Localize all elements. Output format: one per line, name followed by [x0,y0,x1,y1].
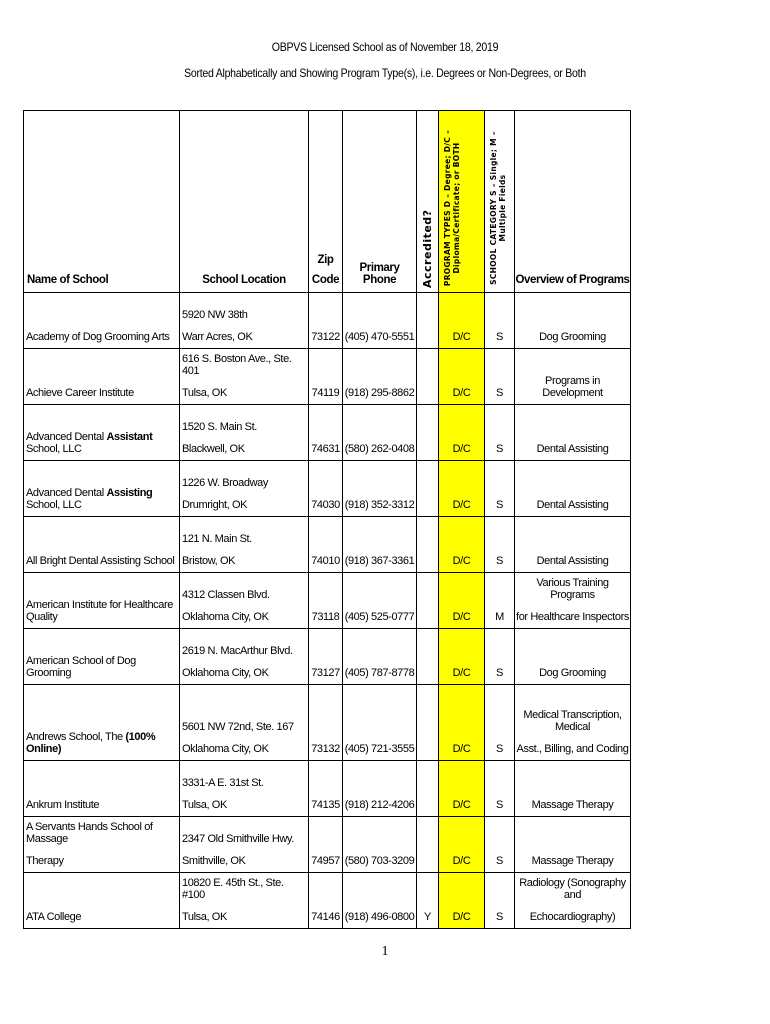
zip-cell: 73132 [309,685,343,761]
accredited-cell [417,629,439,685]
address-line: 1520 S. Main St. [182,421,257,433]
school-name-part: Therapy [26,855,64,867]
program-type-cell: D/C [439,405,485,461]
phone-cell: (405) 721-3555 [343,685,417,761]
city-line: Tulsa, OK [182,911,227,923]
address-line: 2619 N. MacArthur Blvd. [182,645,293,657]
table-header-row [24,111,631,293]
accredited-cell [417,817,439,873]
location-cell [180,461,309,517]
accredited-cell: Y [417,873,439,929]
overview-cell [515,685,631,761]
school-name-part: American Institute for Healthcare Quality [26,599,173,623]
table-row [24,405,631,461]
school-name-cell [24,517,180,573]
location-cell [180,873,309,929]
city-line: Drumright, OK [182,499,248,511]
overview-line2: Echocardiography) [529,911,616,923]
overview-cell [515,873,631,929]
accredited-cell [417,517,439,573]
school-name-part: All Bright Dental Assisting School [26,555,175,567]
address-line: 5601 NW 72nd, Ste. 167 [182,721,294,733]
zip-cell: 74135 [309,761,343,817]
zip-cell: 73118 [309,573,343,629]
city-line: Tulsa, OK [182,387,227,399]
zip-cell: 74631 [309,405,343,461]
phone-cell: (918) 295-8862 [343,349,417,405]
document-title: OBPVS Licensed School as of November 18, 2019 [271,40,499,54]
school-name-cell [24,349,180,405]
zip-cell: 74010 [309,517,343,573]
phone-cell: (405) 787-8778 [343,629,417,685]
col-program-types-label: PROGRAM TYPES D – Degree; D/C – Diploma/Certificate; or BOTH [443,129,461,287]
overview-line2: Massage Therapy [531,855,614,867]
col-zip-header-line2: Code [311,274,340,286]
school-name-part: Achieve Career Institute [26,387,134,399]
phone-cell: (405) 525-0777 [343,573,417,629]
school-name-bold: (100% Online) [26,731,156,755]
address-line: 3331-A E. 31st St. [182,777,264,789]
city-line: Tulsa, OK [182,799,227,811]
school-name-cell [24,293,180,349]
address-line: 121 N. Main St. [182,533,252,545]
location-cell [180,685,309,761]
table-row [24,629,631,685]
overview-line2: Dental Assisting [536,555,609,567]
location-cell [180,517,309,573]
school-name-cell [24,405,180,461]
zip-cell: 74957 [309,817,343,873]
school-category-cell: S [485,629,515,685]
school-name-cell [24,629,180,685]
phone-cell: (918) 212-4206 [343,761,417,817]
school-name-part: Andrews School, The [26,731,126,743]
table-row [24,293,631,349]
school-name-part: Advanced Dental [26,431,107,443]
col-overview-header: Overview of Programs [515,111,631,293]
table-row [24,517,631,573]
school-category-cell: S [485,761,515,817]
program-type-cell: D/C [439,817,485,873]
col-accredited-label: Accredited? [421,209,434,288]
city-line: Smithville, OK [182,855,246,867]
city-line: Warr Acres, OK [182,331,253,343]
overview-cell [515,461,631,517]
overview-line2: Massage Therapy [531,799,614,811]
overview-cell [515,517,631,573]
document-subtitle: Sorted Alphabetically and Showing Program Type(s), i.e. Degrees or Non-Degrees, or Both [184,66,586,80]
schools-table [23,110,631,929]
overview-line2: Programs in Development [542,375,603,399]
zip-cell: 73122 [309,293,343,349]
overview-cell [515,817,631,873]
school-name-cell [24,761,180,817]
school-name-cell [24,873,180,929]
school-name-bold: Assistant [106,431,153,443]
school-category-cell: S [485,293,515,349]
school-name-part: Advanced Dental [26,487,107,499]
school-category-cell: S [485,685,515,761]
school-category-cell: S [485,817,515,873]
overview-cell [515,293,631,349]
phone-cell: (405) 470-5551 [343,293,417,349]
table-row [24,685,631,761]
address-line: 10820 E. 45th St., Ste. #100 [182,877,284,901]
overview-line2: Asst., Billing, and Coding [516,743,629,755]
program-type-cell: D/C [439,629,485,685]
table-row [24,349,631,405]
city-line: Oklahoma City, OK [182,611,269,623]
city-line: Bristow, OK [182,555,236,567]
school-name-cell [24,461,180,517]
page-number: 1 [381,944,389,959]
overview-cell [515,629,631,685]
zip-cell: 74146 [309,873,343,929]
overview-cell [515,405,631,461]
accredited-cell [417,761,439,817]
col-zip-header-line1: Zip [317,254,334,266]
overview-cell [515,349,631,405]
table-row [24,461,631,517]
city-line: Oklahoma City, OK [182,743,269,755]
school-name-bold: Assisting [106,487,153,499]
accredited-cell [417,293,439,349]
location-cell [180,761,309,817]
address-line: 616 S. Boston Ave., Ste. 401 [182,353,292,377]
col-location-header: School Location [180,111,309,293]
school-category-cell: S [485,349,515,405]
location-cell [180,405,309,461]
program-type-cell: D/C [439,573,485,629]
overview-cell [515,761,631,817]
table-row [24,817,631,873]
location-cell [180,293,309,349]
program-type-cell: D/C [439,461,485,517]
program-type-cell: D/C [439,517,485,573]
location-cell [180,349,309,405]
overview-line2: Dog Grooming [539,331,606,343]
location-cell [180,629,309,685]
col-zip-header [309,111,343,293]
accredited-cell [417,349,439,405]
col-program-types-header [439,111,485,293]
accredited-cell [417,573,439,629]
school-name-cell [24,817,180,873]
city-line: Blackwell, OK [182,443,245,455]
overview-line1: Medical Transcription, Medical [523,709,622,733]
school-name-part: ATA College [26,911,82,923]
overview-line2: Dog Grooming [539,667,606,679]
program-type-cell: D/C [439,349,485,405]
city-line: Oklahoma City, OK [182,667,269,679]
accredited-cell [417,685,439,761]
school-name-part: Ankrum Institute [26,799,100,811]
phone-cell: (918) 352-3312 [343,461,417,517]
school-name-cell [24,685,180,761]
zip-cell: 74119 [309,349,343,405]
address-line: 1226 W. Broadway [182,477,268,489]
phone-cell: (918) 496-0800 [343,873,417,929]
col-school-category-label: SCHOOL CATEGORY S – Single; M – Multiple Fields [489,131,507,285]
phone-cell: (580) 262-0408 [343,405,417,461]
location-cell [180,573,309,629]
accredited-cell [417,461,439,517]
location-cell [180,817,309,873]
program-type-cell: D/C [439,873,485,929]
phone-cell: (580) 703-3209 [343,817,417,873]
table-row [24,761,631,817]
school-category-cell: M [485,573,515,629]
overview-cell [515,573,631,629]
school-name-part: School, LLC [26,499,82,511]
address-line: 2347 Old Smithville Hwy. [182,833,294,845]
address-line: 4312 Classen Blvd. [182,589,270,601]
address-line: 5920 NW 38th [182,309,248,321]
col-phone-header: Primary Phone [343,111,417,293]
phone-cell: (918) 367-3361 [343,517,417,573]
table-row [24,873,631,929]
school-category-cell: S [485,461,515,517]
school-category-cell: S [485,405,515,461]
school-name-part: School, LLC [26,443,82,455]
col-name-header: Name of School [24,111,180,293]
overview-line2: Dental Assisting [536,443,609,455]
col-school-category-header [485,111,515,293]
school-name-part: Academy of Dog Grooming Arts [26,331,170,343]
overview-line1: Various Training Programs [536,577,609,601]
overview-line2: Dental Assisting [536,499,609,511]
school-name-line1: A Servants Hands School of Massage [26,821,153,845]
overview-line1: Radiology (Sonography and [519,877,626,901]
accredited-cell [417,405,439,461]
program-type-cell: D/C [439,761,485,817]
table-row [24,573,631,629]
table-body [24,293,631,929]
program-type-cell: D/C [439,685,485,761]
program-type-cell: D/C [439,293,485,349]
school-category-cell: S [485,873,515,929]
school-name-part: American School of Dog Grooming [26,655,136,679]
school-name-cell [24,573,180,629]
zip-cell: 74030 [309,461,343,517]
col-accredited-header [417,111,439,293]
zip-cell: 73127 [309,629,343,685]
school-category-cell: S [485,517,515,573]
overview-line2: for Healthcare Inspectors [516,611,629,623]
